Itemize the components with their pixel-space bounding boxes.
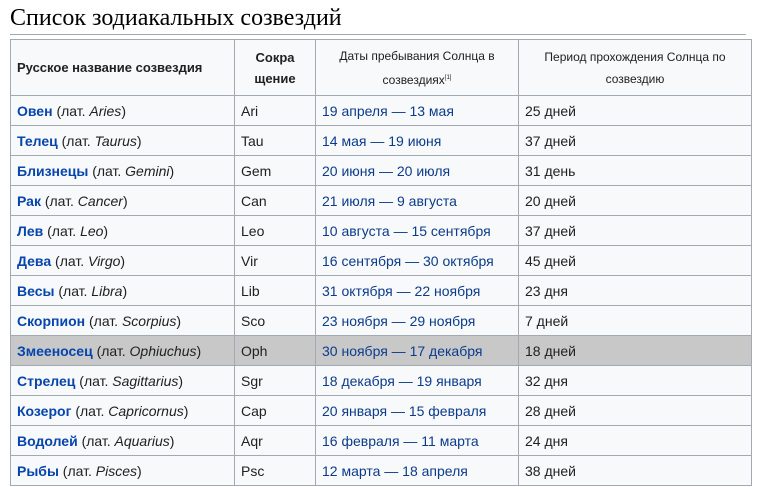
latin-name: Ophiuchus	[129, 342, 197, 359]
latin-name: Scorpius	[121, 312, 177, 329]
cell-dates	[316, 186, 519, 216]
latin-prefix: (лат.	[58, 282, 88, 299]
column-header-name-label: Русское название созвездия	[17, 60, 203, 75]
cell-abbreviation: Aqr	[235, 426, 316, 456]
cell-abbreviation: Sco	[235, 306, 316, 336]
cell-constellation-name	[11, 396, 235, 426]
cell-period: 37 дней	[519, 216, 752, 246]
column-header-abbr-line1: Сокра	[255, 49, 295, 65]
cell-constellation-name	[11, 96, 235, 126]
constellation-link[interactable]: Рак	[17, 192, 41, 209]
table-row	[11, 246, 752, 276]
cell-constellation-name	[11, 156, 235, 186]
dates-link[interactable]: 20 января — 15 февраля	[322, 402, 487, 419]
cell-abbreviation: Leo	[235, 216, 316, 246]
constellation-link[interactable]: Водолей	[17, 432, 78, 449]
cell-dates	[316, 216, 519, 246]
dates-link[interactable]: 31 октября — 22 ноября	[322, 282, 481, 299]
table-row	[11, 456, 752, 486]
column-header-dates-line2: созвездиях	[382, 72, 445, 87]
dates-link[interactable]: 18 декабря — 19 января	[322, 372, 482, 389]
latin-prefix: (лат.	[61, 132, 91, 149]
table-row	[11, 306, 752, 336]
latin-prefix: (лат.	[81, 432, 111, 449]
table-row	[11, 366, 752, 396]
constellation-link[interactable]: Близнецы	[17, 162, 89, 179]
cell-abbreviation: Tau	[235, 126, 316, 156]
constellation-link[interactable]: Козерог	[17, 402, 72, 419]
constellation-link[interactable]: Скорпион	[17, 312, 86, 329]
cell-period: 45 дней	[519, 246, 752, 276]
latin-name: Leo	[80, 222, 104, 239]
latin-suffix: )	[169, 162, 175, 179]
constellation-link[interactable]: Овен	[17, 102, 53, 119]
cell-abbreviation: Cap	[235, 396, 316, 426]
cell-constellation-name	[11, 186, 235, 216]
cell-abbreviation: Can	[235, 186, 316, 216]
cell-dates	[316, 306, 519, 336]
latin-suffix: )	[122, 282, 128, 299]
cell-dates	[316, 96, 519, 126]
cell-abbreviation: Psc	[235, 456, 316, 486]
column-header-period-line1: Период прохождения Солнца по	[544, 49, 726, 64]
latin-prefix: (лат.	[79, 372, 109, 389]
cell-period: 20 дней	[519, 186, 752, 216]
latin-suffix: )	[136, 132, 142, 149]
zodiac-table	[10, 39, 752, 486]
dates-link[interactable]: 14 мая — 19 июня	[322, 132, 442, 149]
latin-prefix: (лат.	[92, 162, 122, 179]
cell-period: 25 дней	[519, 96, 752, 126]
cell-constellation-name	[11, 426, 235, 456]
latin-name: Aquarius	[114, 432, 170, 449]
latin-prefix: (лат.	[62, 462, 92, 479]
cell-period: 24 дня	[519, 426, 752, 456]
column-header-abbr-line2: щение	[254, 70, 296, 86]
latin-prefix: (лат.	[96, 342, 126, 359]
latin-suffix: )	[196, 342, 202, 359]
latin-name: Capricornus	[108, 402, 184, 419]
latin-suffix: )	[136, 462, 142, 479]
table-row	[11, 336, 752, 366]
cell-dates	[316, 246, 519, 276]
dates-link[interactable]: 19 апреля — 13 мая	[322, 102, 454, 119]
table-row	[11, 186, 752, 216]
dates-link[interactable]: 30 ноября — 17 декабря	[322, 342, 483, 359]
cell-dates	[316, 156, 519, 186]
cell-constellation-name	[11, 336, 235, 366]
constellation-link[interactable]: Стрелец	[17, 372, 76, 389]
cell-period: 7 дней	[519, 306, 752, 336]
latin-prefix: (лат.	[44, 192, 74, 209]
latin-name: Aries	[89, 102, 122, 119]
cell-period: 37 дней	[519, 126, 752, 156]
latin-suffix: )	[183, 402, 189, 419]
cell-abbreviation: Oph	[235, 336, 316, 366]
latin-name: Cancer	[77, 192, 123, 209]
latin-prefix: (лат.	[75, 402, 105, 419]
cell-abbreviation: Ari	[235, 96, 316, 126]
dates-link[interactable]: 21 июля — 9 августа	[322, 192, 457, 209]
column-header-dates-line1: Даты пребывания Солнца в	[339, 48, 495, 63]
table-row	[11, 396, 752, 426]
table-row	[11, 126, 752, 156]
dates-link[interactable]: 20 июня — 20 июля	[322, 162, 451, 179]
cell-dates	[316, 336, 519, 366]
cell-period: 23 дня	[519, 276, 752, 306]
latin-name: Sagittarius	[112, 372, 179, 389]
cell-constellation-name	[11, 126, 235, 156]
cell-constellation-name	[11, 276, 235, 306]
cell-dates	[316, 366, 519, 396]
cell-dates	[316, 426, 519, 456]
constellation-link[interactable]: Весы	[17, 282, 55, 299]
table-row	[11, 96, 752, 126]
cell-constellation-name	[11, 366, 235, 396]
latin-suffix: )	[176, 312, 182, 329]
latin-name: Taurus	[94, 132, 137, 149]
dates-link[interactable]: 16 февраля — 11 марта	[322, 432, 479, 449]
page-title: Список зодиакальных созвездий	[10, 4, 746, 35]
cell-period: 31 день	[519, 156, 752, 186]
table-row	[11, 426, 752, 456]
cell-abbreviation: Lib	[235, 276, 316, 306]
constellation-link[interactable]: Лев	[17, 222, 44, 239]
latin-prefix: (лат.	[47, 222, 77, 239]
cell-dates	[316, 126, 519, 156]
table-header-row	[11, 40, 752, 96]
cell-constellation-name	[11, 216, 235, 246]
latin-name: Virgo	[87, 252, 121, 269]
dates-link[interactable]: 10 августа — 15 сентября	[322, 222, 491, 239]
cell-dates	[316, 396, 519, 426]
cell-period: 18 дней	[519, 336, 752, 366]
latin-name: Gemini	[125, 162, 170, 179]
dates-link[interactable]: 23 ноября — 29 ноября	[322, 312, 476, 329]
cell-period: 28 дней	[519, 396, 752, 426]
cell-dates	[316, 456, 519, 486]
cell-constellation-name	[11, 456, 235, 486]
cell-period: 32 дня	[519, 366, 752, 396]
latin-name: Pisces	[95, 462, 137, 479]
constellation-link[interactable]: Телец	[17, 132, 58, 149]
column-header-name[interactable]	[11, 40, 235, 96]
table-row	[11, 156, 752, 186]
reference-link[interactable]: [1]	[444, 74, 452, 81]
table-row	[11, 276, 752, 306]
column-header-dates[interactable]	[316, 40, 519, 96]
table-row	[11, 216, 752, 246]
cell-constellation-name	[11, 246, 235, 276]
latin-prefix: (лат.	[56, 102, 86, 119]
table-body	[11, 96, 752, 486]
latin-suffix: )	[122, 192, 128, 209]
latin-prefix: (лат.	[55, 252, 85, 269]
latin-suffix: )	[120, 252, 126, 269]
constellation-link[interactable]: Змееносец	[17, 342, 93, 359]
latin-suffix: )	[178, 372, 184, 389]
column-header-period[interactable]	[519, 40, 752, 96]
latin-name: Libra	[91, 282, 123, 299]
cell-abbreviation: Sgr	[235, 366, 316, 396]
latin-suffix: )	[103, 222, 109, 239]
constellation-link[interactable]: Рыбы	[17, 462, 59, 479]
column-header-abbr[interactable]	[235, 40, 316, 96]
cell-period: 38 дней	[519, 456, 752, 486]
column-header-period-line2: созвездию	[605, 71, 665, 86]
dates-link[interactable]: 16 сентября — 30 октября	[322, 252, 494, 269]
latin-prefix: (лат.	[89, 312, 119, 329]
latin-suffix: )	[121, 102, 126, 119]
constellation-link[interactable]: Дева	[17, 252, 52, 269]
latin-suffix: )	[169, 432, 175, 449]
cell-abbreviation: Vir	[235, 246, 316, 276]
cell-abbreviation: Gem	[235, 156, 316, 186]
cell-dates	[316, 276, 519, 306]
dates-link[interactable]: 12 марта — 18 апреля	[322, 462, 468, 479]
cell-constellation-name	[11, 306, 235, 336]
